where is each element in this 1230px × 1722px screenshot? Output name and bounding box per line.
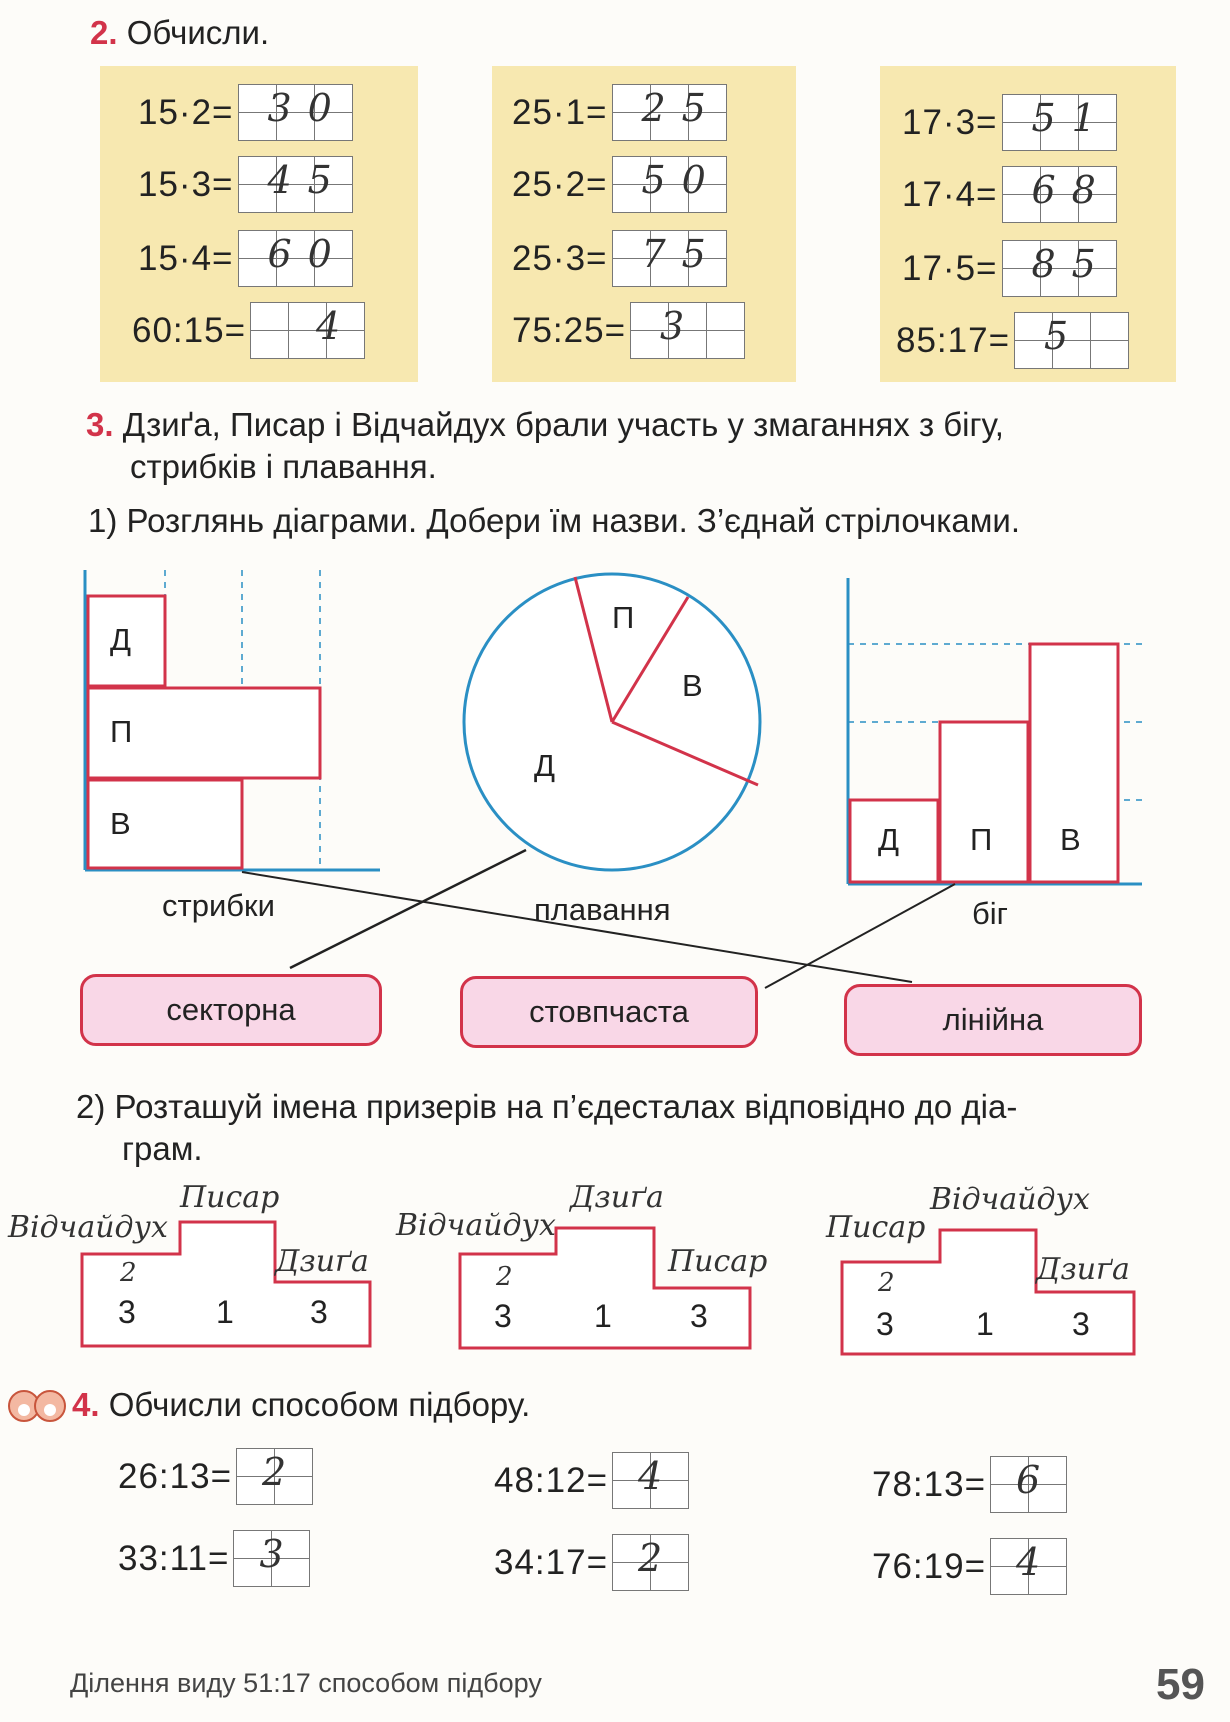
type-box-pie[interactable]: секторна — [80, 974, 382, 1046]
expression: 25·2= — [512, 164, 608, 204]
answer: 30 — [267, 86, 348, 130]
podium-name-left: Відчайдух — [396, 1208, 556, 1243]
two-heads-icon — [6, 1382, 68, 1426]
answer: 75 — [641, 232, 722, 276]
expression: 34:17= — [494, 1542, 609, 1582]
answer: 68 — [1031, 168, 1112, 212]
expression: 76:19= — [872, 1546, 987, 1586]
podium-name-top: Писар — [180, 1180, 280, 1215]
answer: 50 — [641, 158, 722, 202]
expression: 75:25= — [512, 310, 627, 350]
expression: 25·3= — [512, 238, 608, 278]
pie-label-p: П — [612, 600, 635, 635]
answer: 5 — [1044, 314, 1085, 358]
podium-place: 3 — [690, 1298, 708, 1334]
expression: 17·4= — [902, 174, 998, 214]
calc-row — [872, 1538, 1067, 1595]
answer: 3 — [259, 1532, 300, 1576]
expression: 17·5= — [902, 248, 998, 288]
answer-grid[interactable] — [233, 1530, 310, 1587]
bar-label-d: Д — [110, 622, 131, 657]
calc-row — [118, 1448, 313, 1505]
podium-place: 3 — [310, 1294, 328, 1330]
pie-label-d: Д — [534, 748, 555, 783]
podium-place: 1 — [976, 1306, 994, 1342]
pie-label-v: В — [682, 668, 703, 703]
expression: 25·1= — [512, 92, 608, 132]
podium-mark: 2 — [878, 1268, 895, 1298]
type-box-linear[interactable]: лінійна — [844, 984, 1142, 1056]
podium-name-left: Писар — [826, 1210, 926, 1245]
podium-place: 1 — [216, 1294, 234, 1330]
podium-name-top: Дзиґа — [570, 1180, 664, 1215]
podium-place: 3 — [876, 1306, 894, 1342]
podium-mark: 2 — [496, 1262, 513, 1292]
chart-title-running: біг — [972, 896, 1008, 931]
task-number: 2. — [90, 14, 118, 51]
answer: 2 — [262, 1450, 303, 1494]
answer: 60 — [267, 232, 348, 276]
answer: 4 — [316, 304, 357, 348]
answer: 4 — [1016, 1540, 1057, 1584]
podium-place: 3 — [1072, 1306, 1090, 1342]
podium-mark: 2 — [120, 1258, 137, 1288]
expression: 17·3= — [902, 102, 998, 142]
podium-place: 1 — [594, 1298, 612, 1334]
bar-label-p: П — [110, 714, 133, 749]
podium-place: 3 — [494, 1298, 512, 1334]
answer: 51 — [1031, 96, 1112, 140]
expression: 85:17= — [896, 320, 1011, 360]
calc-row — [494, 1452, 689, 1509]
answer: 6 — [1016, 1458, 1057, 1502]
podium-name-left: Відчайдух — [8, 1210, 168, 1245]
column-label-d: Д — [878, 822, 899, 857]
intro-text: Дзиґа, Писар і Відчайдух брали участь у змаганнях з бігу, — [122, 406, 1004, 443]
calc-row — [872, 1456, 1067, 1513]
footer-topic: Ділення виду 51:17 способом підбору — [70, 1668, 542, 1698]
answer-grid[interactable] — [990, 1538, 1067, 1595]
page-number: 59 — [1156, 1660, 1205, 1709]
task-number: 4. — [72, 1386, 100, 1423]
expression: 60:15= — [132, 310, 247, 350]
podium-place: 3 — [118, 1294, 136, 1330]
intro-line-2: стрибків і плавання. — [130, 448, 437, 485]
type-box-column[interactable]: стовпчаста — [460, 976, 758, 1048]
podium-name-right: Дзиґа — [1036, 1252, 1130, 1287]
column-label-v: В — [1060, 822, 1081, 857]
bar-label-v: В — [110, 806, 131, 841]
answer: 3 — [660, 304, 701, 348]
column-label-p: П — [970, 822, 993, 857]
task3-part1: 1) Розглянь діаграми. Добери їм назви. З’єднай стрілочками. — [88, 502, 1021, 539]
answer: 25 — [641, 86, 722, 130]
task-title: Обчисли способом підбору. — [108, 1386, 531, 1423]
expression: 15·2= — [138, 92, 234, 132]
podium-name-top: Відчайдух — [930, 1182, 1090, 1217]
answer-grid[interactable] — [990, 1456, 1067, 1513]
answer: 85 — [1031, 242, 1112, 286]
task4-emblem — [6, 1382, 68, 1431]
chart-title-swimming: плавання — [534, 892, 671, 927]
chart-title-jumps: стрибки — [162, 888, 275, 923]
answer: 2 — [638, 1536, 679, 1580]
task-title: Обчисли. — [126, 14, 270, 51]
answer: 4 — [638, 1454, 679, 1498]
expression: 15·4= — [138, 238, 234, 278]
part2-line-2: грам. — [122, 1130, 203, 1167]
expression: 26:13= — [118, 1456, 233, 1496]
podium-name-right: Писар — [668, 1244, 768, 1279]
answer: 45 — [267, 158, 348, 202]
answer-grid[interactable] — [236, 1448, 313, 1505]
podium-name-right: Дзиґа — [275, 1244, 369, 1279]
calc-row — [118, 1530, 310, 1587]
calc-row — [494, 1534, 689, 1591]
expression: 48:12= — [494, 1460, 609, 1500]
task-number: 3. — [86, 406, 114, 443]
answer-grid[interactable] — [612, 1452, 689, 1509]
part2-line-1: 2) Розташуй імена призерів на п’єдесталах відповідно до діа- — [76, 1088, 1018, 1125]
task4-heading — [72, 1386, 530, 1424]
expression: 78:13= — [872, 1464, 987, 1504]
expression: 33:11= — [118, 1538, 230, 1578]
answer-grid[interactable] — [612, 1534, 689, 1591]
expression: 15·3= — [138, 164, 234, 204]
